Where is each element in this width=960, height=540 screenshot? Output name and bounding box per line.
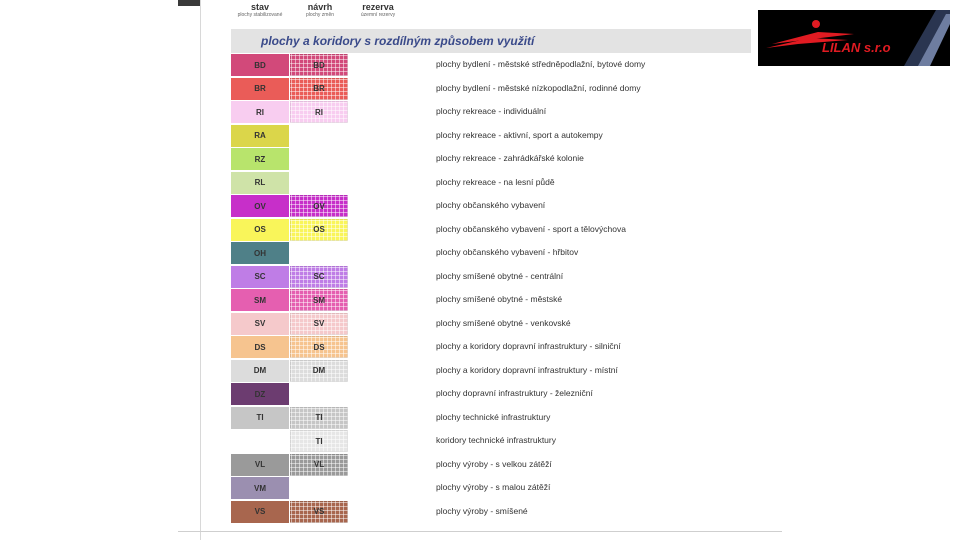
stav-swatch: VM <box>231 477 289 499</box>
legend-row <box>231 77 751 101</box>
stav-swatch: BR <box>231 78 289 100</box>
navrh-swatch: TI <box>290 430 348 452</box>
header-rezerva <box>354 2 402 18</box>
stav-swatch: RZ <box>231 148 289 170</box>
stav-swatch: VS <box>231 501 289 523</box>
navrh-swatch: SV <box>290 313 348 335</box>
legend-description: koridory technické infrastruktury <box>436 435 556 445</box>
navrh-swatch: OS <box>290 219 348 241</box>
stav-swatch: RI <box>231 101 289 123</box>
legend-description: plochy dopravní infrastruktury - železniční <box>436 388 593 398</box>
stav-swatch: OS <box>231 219 289 241</box>
legend-row <box>231 124 751 148</box>
stav-swatch: VL <box>231 454 289 476</box>
stav-swatch: SV <box>231 313 289 335</box>
legend-description: plochy rekreace - aktivní, sport a autokempy <box>436 129 603 140</box>
company-logo <box>758 10 950 66</box>
legend-description: plochy bydlení - městské nízkopodlažní, rodinné domy <box>436 82 641 93</box>
legend-description: plochy rekreace - zahrádkářské kolonie <box>436 153 584 163</box>
header-navrh-subtitle: plochy změn <box>305 12 335 18</box>
legend-row <box>231 288 751 312</box>
header-stav-subtitle: plochy stabilizované <box>237 12 283 18</box>
legend-description: plochy občanského vybavení <box>436 200 546 210</box>
navrh-swatch: DS <box>290 336 348 358</box>
legend-row <box>231 218 751 242</box>
navrh-swatch: VS <box>290 501 348 523</box>
legend-table <box>231 53 751 523</box>
legend-row <box>231 382 751 406</box>
navrh-swatch: TI <box>290 407 348 429</box>
stav-swatch: OH <box>231 242 289 264</box>
legend-row <box>231 194 751 218</box>
legend-row <box>231 147 751 171</box>
stav-swatch <box>231 430 289 452</box>
header-navrh <box>296 2 344 18</box>
navrh-swatch: BD <box>290 54 348 76</box>
page-bottom-edge <box>178 531 782 532</box>
stav-swatch: TI <box>231 407 289 429</box>
legend-row <box>231 312 751 336</box>
navrh-swatch: SC <box>290 266 348 288</box>
legend-row <box>231 100 751 124</box>
stav-swatch: SC <box>231 266 289 288</box>
legend-row <box>231 500 751 524</box>
lilan-logo-graphic <box>758 10 950 66</box>
legend-description: plochy rekreace - na lesní půdě <box>436 176 555 187</box>
section-title: plochy a koridory s rozdílným způsobem využití <box>261 34 535 48</box>
stav-swatch: RL <box>231 172 289 194</box>
stav-swatch: RA <box>231 125 289 147</box>
legend-description: plochy rekreace - individuální <box>436 106 547 116</box>
legend-row <box>231 476 751 500</box>
legend-description: plochy technické infrastruktury <box>436 411 551 422</box>
legend-description: plochy výroby - s velkou zátěží <box>436 458 552 469</box>
legend-description: plochy smíšené obytné - městské <box>436 294 563 304</box>
section-title-band <box>231 29 751 53</box>
navrh-swatch: RI <box>290 101 348 123</box>
stav-swatch: BD <box>231 54 289 76</box>
legend-row <box>231 335 751 359</box>
legend-row <box>231 171 751 195</box>
legend-row <box>231 359 751 383</box>
legend-description: plochy občanského vybavení - sport a tělovýchova <box>436 223 626 234</box>
legend-description: plochy a koridory dopravní infrastruktury - silniční <box>436 341 621 351</box>
legend-row <box>231 453 751 477</box>
legend-row <box>231 406 751 430</box>
navrh-swatch: OV <box>290 195 348 217</box>
legend-description: plochy bydlení - městské středněpodlažní, bytové domy <box>436 59 646 69</box>
navrh-swatch: DM <box>290 360 348 382</box>
legend-description: plochy občanského vybavení - hřbitov <box>436 247 579 257</box>
navrh-swatch: BR <box>290 78 348 100</box>
header-rezerva-title: rezerva <box>362 2 394 12</box>
navrh-swatch: VL <box>290 454 348 476</box>
legend-row <box>231 241 751 265</box>
header-navrh-title: návrh <box>307 2 333 12</box>
legend-row <box>231 429 751 453</box>
stav-swatch: DS <box>231 336 289 358</box>
svg-text:LILAN s.r.o: LILAN s.r.o <box>822 40 891 55</box>
legend-row <box>231 265 751 289</box>
legend-description: plochy smíšené obytné - venkovské <box>436 317 571 328</box>
header-stav <box>236 2 284 18</box>
stav-swatch: DZ <box>231 383 289 405</box>
stav-swatch: OV <box>231 195 289 217</box>
navrh-swatch: SM <box>290 289 348 311</box>
header-stav-title: stav <box>250 2 269 12</box>
legend-description: plochy výroby - smíšené <box>436 505 528 516</box>
legend-description: plochy smíšené obytné - centrální <box>436 270 564 281</box>
legend-description: plochy a koridory dopravní infrastruktury - místní <box>436 364 618 375</box>
stav-swatch: SM <box>231 289 289 311</box>
legend-description: plochy výroby - s malou zátěží <box>436 482 551 492</box>
header-rezerva-subtitle: územní rezervy <box>360 12 396 18</box>
stav-swatch: DM <box>231 360 289 382</box>
legend-row <box>231 53 751 77</box>
